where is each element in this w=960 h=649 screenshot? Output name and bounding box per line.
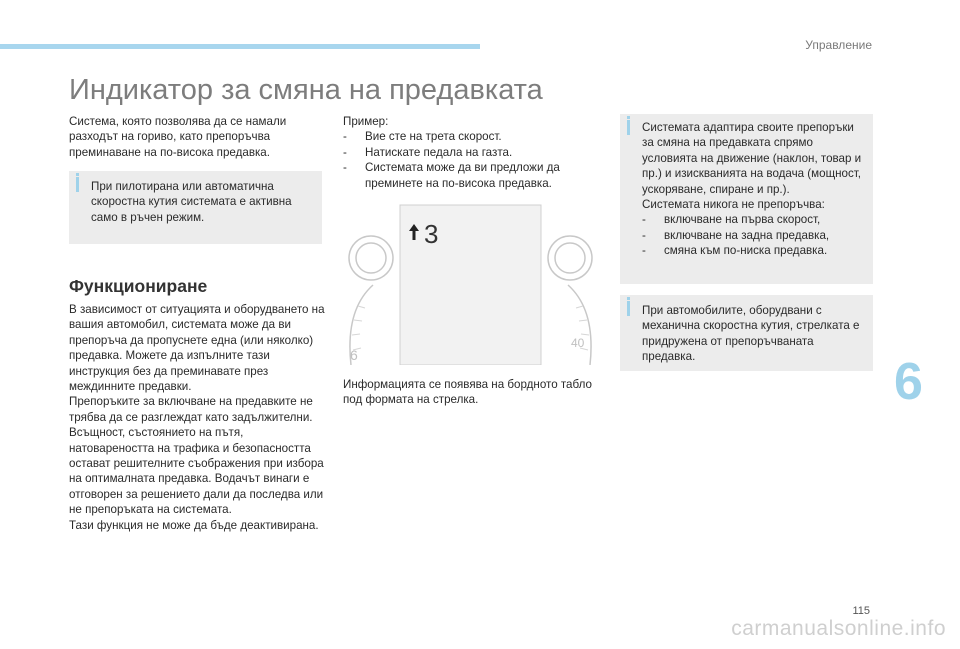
page-title: Индикатор за смяна на предавката: [69, 74, 543, 106]
note-text: При автомобилите, оборудвани с механична скоростна кутия, стрелката е придружена от препоръчваната предавка.: [642, 304, 860, 364]
note-manual-gearbox: [620, 295, 873, 371]
right-gauge-label: 40: [571, 336, 585, 350]
example-list: [343, 129, 605, 191]
section-name: Управление: [805, 38, 872, 52]
never-list: [642, 212, 865, 258]
note-recommendations: [620, 114, 873, 284]
left-gauge-label: 6: [350, 347, 358, 363]
chapter-number: 6: [894, 353, 923, 411]
page-number: 115: [852, 605, 870, 617]
intro-text: Система, която позволява да се намали разходът на гориво, като препоръчва преминаване на по-висока предавка.: [69, 115, 287, 159]
instrument-cluster-svg: [343, 200, 598, 365]
list-item: - включване на задна предавка,: [642, 228, 865, 243]
list-item: - смяна към по-ниска предавка.: [642, 243, 865, 258]
list-item: - Вие сте на трета скорост.: [343, 129, 605, 144]
functioning-heading: Функциониране: [69, 276, 208, 296]
example-block: [343, 114, 605, 191]
info-icon: [627, 120, 630, 135]
functioning-body: В зависимост от ситуацията и оборудването на вашия автомобил, системата може да ви препоръча да пропуснете една (или няколко) предавка. Можете да изпълните тази инструкция без да преминавате през междинните предавки. Препоръките за включване на предавките не трябва да се разглеждат като задължителни. Всъщност, състоянието на пътя, натовареността на трафика и безопасността остават решителните съображения при избора на оптималната предавка. Водачът винаги е отговорен за решението дали да последва или не препоръката на системата. Тази функция не може да бъде деактивирана.: [69, 303, 325, 532]
info-icon: [627, 301, 630, 316]
note-text: Системата адаптира своите препоръки за смяна на предавката спрямо условията на движение (наклон, товар и пр.) и изискванията на водача (мощност, ускоряване, спиране и пр.).: [642, 121, 862, 196]
list-item: - Системата може да ви предложи да преминете на по-висока предавка.: [343, 160, 605, 191]
gear-indicator: 3: [424, 219, 439, 249]
note-never-label: Системата никога не препоръчва:: [642, 198, 825, 212]
example-label: Пример:: [343, 115, 389, 128]
note-automatic-gearbox: [69, 171, 322, 244]
figure-caption: Информацията се появява на бордното табло под формата на стрелка.: [343, 378, 592, 407]
list-item: - включване на първа скорост,: [642, 212, 865, 227]
list-item: - Натискате педала на газта.: [343, 145, 605, 160]
info-icon: [76, 177, 79, 192]
note-text: При пилотирана или автоматична скоростна кутия системата е активна само в ръчен режим.: [91, 180, 292, 224]
dashboard-illustration: [343, 200, 598, 365]
right-gauge-arc: [568, 285, 591, 365]
header-accent-bar: [0, 44, 480, 49]
display-screen: [400, 205, 541, 365]
watermark: carmanualsonline.info: [731, 617, 946, 640]
